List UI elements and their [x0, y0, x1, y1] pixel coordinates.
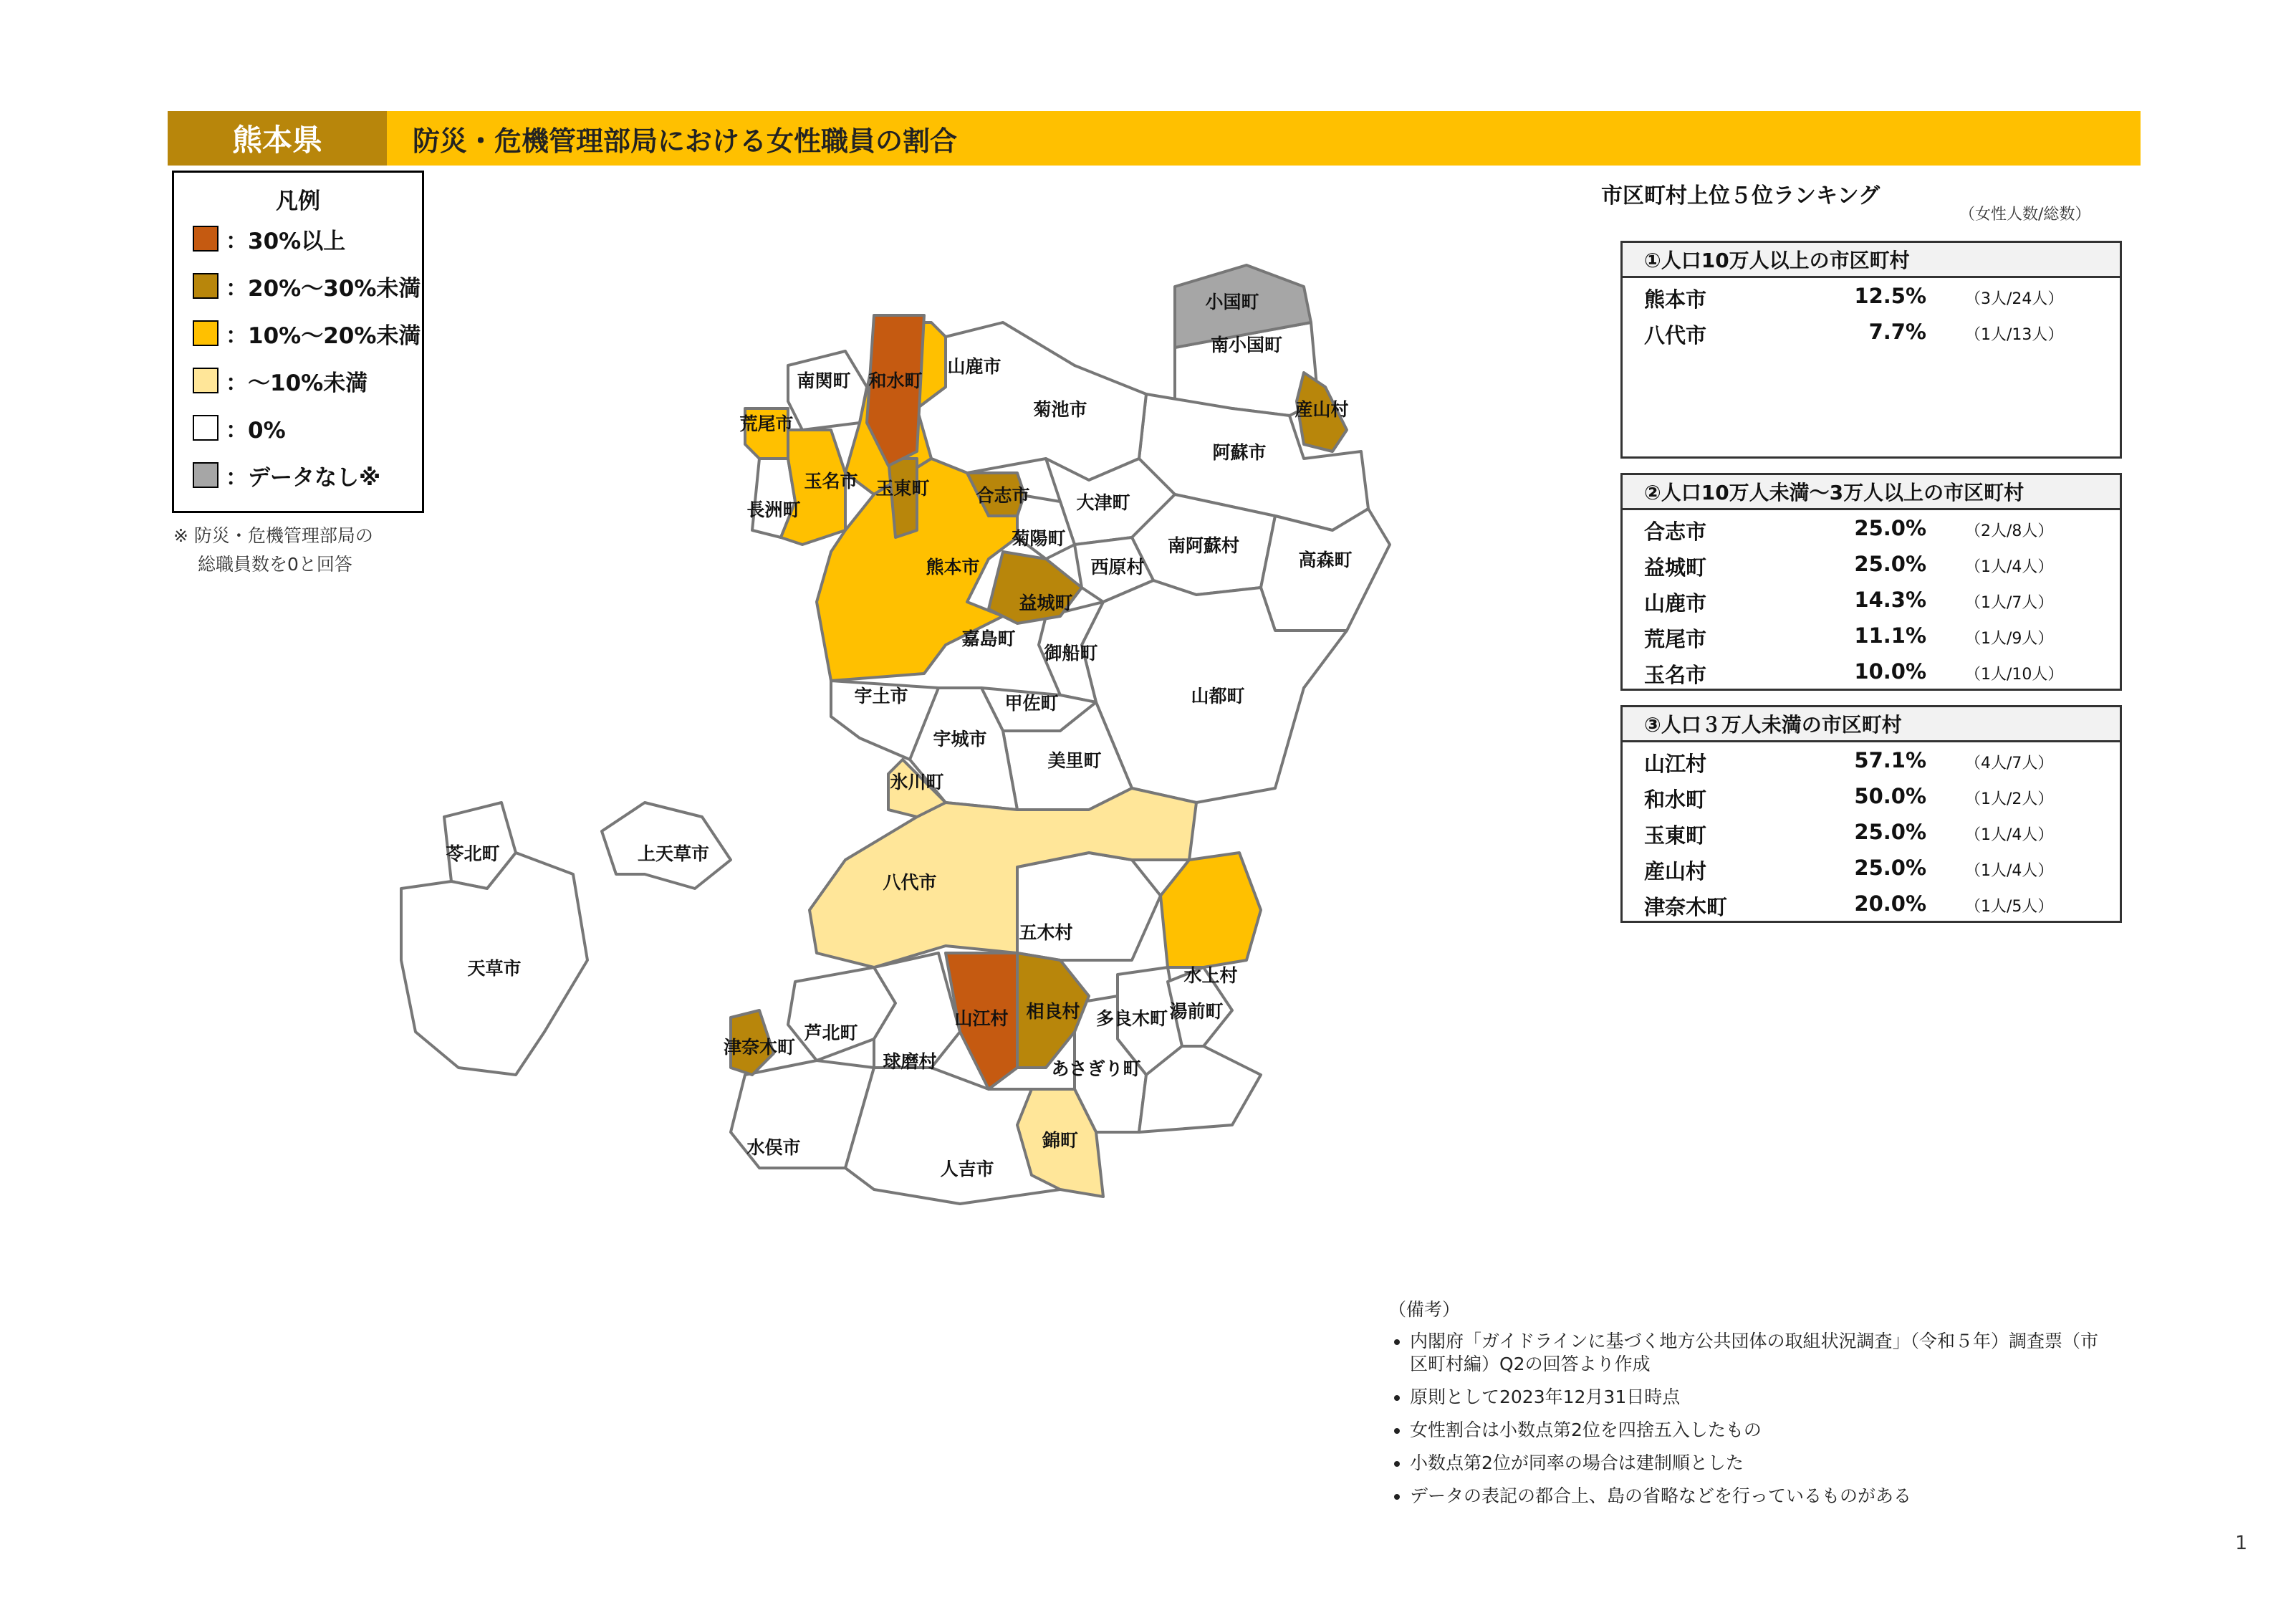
map-label-tamana: 玉名市	[804, 471, 858, 492]
legend-title: 凡例	[276, 188, 320, 214]
map-label-asagiri: あさぎり町	[1051, 1058, 1141, 1079]
map-label-kashima: 嘉島町	[961, 628, 1016, 649]
map-label-hikawa: 氷川町	[890, 772, 944, 793]
map-label-itsuki: 五木村	[1019, 922, 1073, 943]
map-label-nagasu: 長洲町	[746, 499, 801, 520]
ranking-row: 熊本市 12.5% （3人/24人）	[1644, 284, 2064, 312]
ranking-row: 山鹿市 14.3% （1人/7人）	[1644, 588, 2054, 616]
legend-swatch	[193, 226, 218, 252]
ranking-row: 玉東町 25.0% （1人/4人）	[1644, 820, 2054, 848]
map-label-yamato: 山都町	[1191, 686, 1245, 707]
notes-section	[1388, 1296, 2112, 1518]
map-label-nishihara: 西原村	[1090, 557, 1145, 578]
legend-item-zero	[193, 412, 286, 444]
map-label-tsunagi: 津奈木町	[723, 1037, 796, 1058]
map-label-mifune: 御船町	[1044, 643, 1098, 664]
ranking-unit-note: （女性人数/総数）	[1959, 206, 2091, 224]
map-label-koshi: 合志市	[976, 485, 1030, 506]
legend-label: ：30%以上	[226, 228, 346, 254]
map-label-misato: 美里町	[1047, 750, 1102, 771]
legend-item-30-plus	[193, 223, 345, 254]
map-label-kamiamakusa: 上天草市	[637, 843, 710, 864]
map-label-sagara: 相良村	[1026, 1001, 1080, 1022]
map-label-kumamoto: 熊本市	[926, 557, 980, 578]
ranking-row: 合志市 25.0% （2人/8人）	[1644, 516, 2054, 544]
ranking-group-header: ③人口３万人未満の市区町村	[1623, 707, 2120, 742]
legend-swatch	[193, 368, 218, 393]
map-label-mashiki: 益城町	[1019, 593, 1073, 613]
legend-swatch	[193, 415, 218, 441]
map-label-kosa: 甲佐町	[1004, 693, 1059, 714]
ranking-title: 市区町村上位５位ランキング	[1601, 183, 1880, 209]
legend-swatch	[193, 462, 218, 488]
note-item: • 内閣府「ガイドラインに基づく地方公共団体の取組状況調査」（令和５年）調査票（市区町村編）Q2の回答より作成	[1410, 1330, 2112, 1376]
region-kikuchi	[917, 322, 1146, 480]
ranking-row: 和水町 50.0% （1人/2人）	[1644, 784, 2054, 812]
map-label-kikuyo: 菊陽町	[1012, 528, 1066, 549]
map-label-taragi: 多良木町	[1095, 1008, 1168, 1029]
legend-footnote: ※ 防災・危機管理部局の 総職員数を0と回答	[173, 525, 373, 575]
map-label-ashikita: 芦北町	[804, 1023, 858, 1043]
ranking-row: 八代市 7.7% （1人/13人）	[1644, 320, 2064, 348]
legend-swatch	[193, 273, 218, 299]
map-label-nankan: 南関町	[797, 370, 851, 391]
map-label-hitoyoshi: 人吉市	[940, 1159, 994, 1179]
map-label-minamata: 水俣市	[746, 1137, 801, 1158]
ranking-group-header: ①人口10万人以上の市区町村	[1623, 243, 2120, 278]
map-label-yamaga: 山鹿市	[947, 356, 1002, 377]
map-label-yunomae: 湯前町	[1169, 1001, 1224, 1022]
legend-swatch	[193, 320, 218, 346]
prefecture-tag: 熊本県	[168, 111, 387, 166]
ranking-row: 津奈木町 20.0% （1人/5人）	[1644, 891, 2054, 919]
map-label-nagomi: 和水町	[868, 370, 923, 391]
map-label-kuma: 球磨村	[883, 1051, 937, 1072]
legend-item-no-data	[193, 459, 380, 491]
notes-list	[1388, 1330, 2112, 1508]
ranking-group-2	[1620, 473, 2122, 691]
region-mizukami	[1161, 853, 1261, 967]
note-item: • 原則として2023年12月31日時点	[1410, 1386, 2112, 1409]
page-title: 防災・危機管理部局における女性職員の割合	[387, 111, 2141, 166]
ranking-row: 荒尾市 11.1% （1人/9人）	[1644, 623, 2054, 651]
map-label-aso: 阿蘇市	[1212, 442, 1267, 463]
ranking-row: 益城町 25.0% （1人/4人）	[1644, 552, 2054, 580]
ranking-group-1	[1620, 241, 2122, 459]
map-label-ubuyama: 産山村	[1294, 399, 1349, 420]
map-label-oguni: 小国町	[1205, 292, 1259, 312]
ranking-group-header: ②人口10万人未満〜3万人以上の市区町村	[1623, 475, 2120, 510]
map-label-uki: 宇城市	[933, 729, 987, 750]
kumamoto-map	[373, 244, 1404, 1247]
note-item: • 小数点第2位が同率の場合は建制順とした	[1410, 1452, 2112, 1475]
map-label-takamori: 高森町	[1298, 550, 1353, 570]
map-label-gyokuto: 玉東町	[875, 478, 930, 499]
map-label-mizukami: 水上村	[1183, 965, 1238, 986]
legend-label: ：〜10%未満	[226, 370, 368, 396]
ranking-row: 産山村 25.0% （1人/4人）	[1644, 856, 2054, 884]
legend-label: ：10%〜20%未満	[226, 322, 421, 349]
note-item: • データの表記の都合上、島の省略などを行っているものがある	[1410, 1485, 2112, 1508]
ranking-row: 玉名市 10.0% （1人/10人）	[1644, 659, 2064, 687]
notes-title: （備考）	[1388, 1299, 1461, 1320]
ranking-group-3	[1620, 705, 2122, 923]
map-label-ozu: 大津町	[1076, 492, 1130, 513]
map-label-yatsushiro: 八代市	[883, 872, 937, 893]
map-label-minamiaso: 南阿蘇村	[1167, 535, 1240, 556]
map-label-reihoku: 苓北町	[446, 843, 500, 864]
legend-label: ：データなし※	[226, 464, 381, 491]
map-label-minamioguni: 南小国町	[1210, 335, 1283, 355]
region-itsuki	[1017, 853, 1161, 960]
note-item: • 女性割合は小数点第2位を四捨五入したもの	[1410, 1419, 2112, 1442]
legend-item-under-10	[193, 365, 368, 396]
page-number: 1	[2235, 1532, 2248, 1554]
map-label-amakusa: 天草市	[467, 958, 522, 979]
map-label-kikuchi: 菊池市	[1033, 399, 1087, 420]
ranking-row: 山江村 57.1% （4人/7人）	[1644, 748, 2054, 776]
map-label-nishiki: 錦町	[1042, 1130, 1079, 1151]
map-label-arao: 荒尾市	[739, 413, 794, 434]
map-label-uto: 宇土市	[854, 686, 908, 707]
legend-label: ：20%〜30%未満	[226, 275, 421, 302]
legend-label: ：0%	[226, 417, 286, 444]
map-label-yamae: 山江村	[954, 1008, 1009, 1029]
